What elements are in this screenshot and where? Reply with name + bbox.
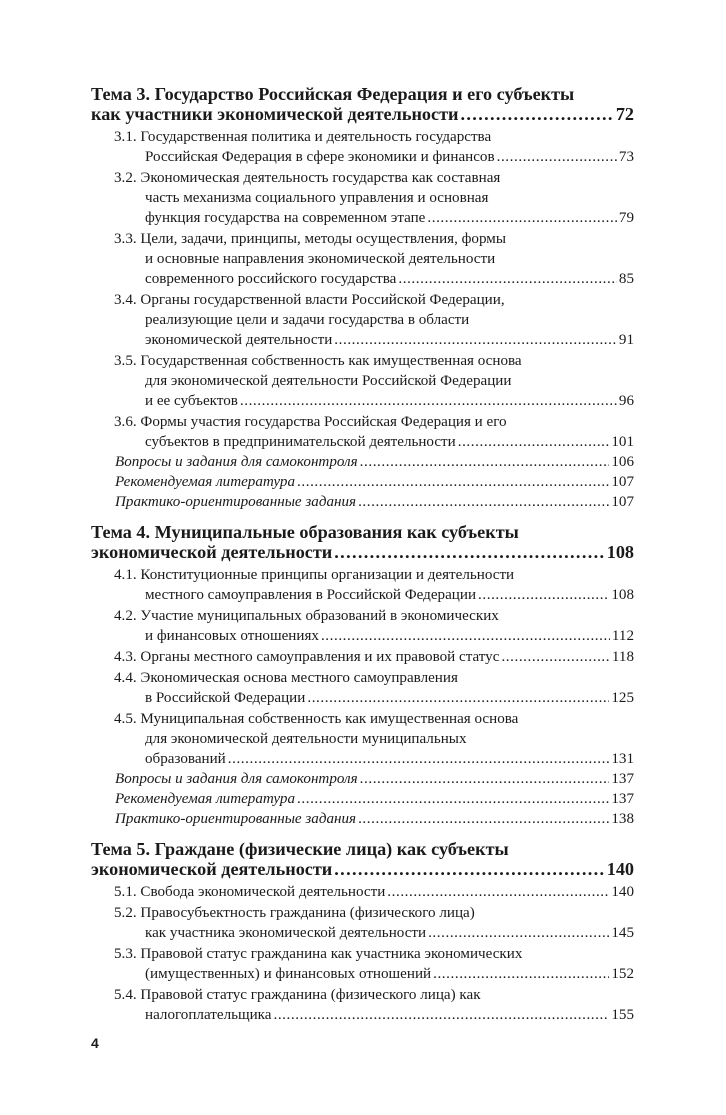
dot-leader <box>297 472 609 492</box>
entry-text-line: 3.1. Государственная политика и деятельность государства <box>114 129 492 145</box>
entry-page-number: 145 <box>611 925 634 941</box>
entry-text: экономической деятельности <box>145 332 333 348</box>
entry-text-line: 4.2. Участие муниципальных образований в экономических <box>114 608 499 624</box>
entry-text-line <box>145 391 634 411</box>
entry-text-line <box>145 208 634 228</box>
dot-leader <box>461 104 614 124</box>
topic-page-number: 140 <box>606 859 634 879</box>
toc-topic-heading[interactable] <box>91 84 634 124</box>
dot-leader <box>321 626 610 646</box>
entry-text-line <box>145 432 634 452</box>
entry-page-number: 107 <box>611 494 634 510</box>
dot-leader <box>428 923 609 943</box>
dot-leader <box>358 809 609 829</box>
topic-page-number: 108 <box>606 542 634 562</box>
entry-text: Вопросы и задания для самоконтроля <box>115 454 358 470</box>
dot-leader <box>334 542 604 562</box>
dot-leader <box>360 452 610 472</box>
toc-supplementary-entry[interactable] <box>91 809 634 829</box>
entry-text: Российская Федерация в сфере экономики и финансов <box>145 149 495 165</box>
entry-text-line <box>115 472 634 492</box>
entry-page-number: 155 <box>611 1007 634 1023</box>
entry-text-line <box>114 647 634 667</box>
toc-section-entry[interactable] <box>91 168 634 228</box>
entry-text-line: 3.5. Государственная собственность как имущественная основа <box>114 353 522 369</box>
dot-leader <box>501 647 609 667</box>
entry-text-line <box>114 882 634 902</box>
toc-section-entry[interactable] <box>91 668 634 708</box>
entry-page-number: 101 <box>611 434 634 450</box>
entry-text-line <box>145 749 634 769</box>
topic-title-line: Тема 3. Государство Российская Федерация и его субъекты <box>91 84 575 104</box>
dot-leader <box>360 769 610 789</box>
entry-text: местного самоуправления в Российской Федерации <box>145 587 477 603</box>
entry-text-line: 4.1. Конституционные принципы организации и деятельности <box>114 567 515 583</box>
entry-text-line <box>145 923 634 943</box>
topic-title-line <box>91 104 634 124</box>
entry-text-line <box>115 452 634 472</box>
entry-text-line <box>145 330 634 350</box>
page-number: 4 <box>91 1035 99 1051</box>
entry-page-number: 96 <box>618 393 634 409</box>
topic-title-line <box>91 542 634 562</box>
entry-text-line <box>115 789 634 809</box>
dot-leader <box>398 269 617 289</box>
entry-text-line: 4.5. Муниципальная собственность как имущественная основа <box>114 711 519 727</box>
entry-text-line: часть механизма социального управления и основная <box>145 190 489 206</box>
entry-page-number: 79 <box>618 210 634 226</box>
dot-leader <box>334 859 604 879</box>
entry-text-line: 3.2. Экономическая деятельность государства как составная <box>114 170 501 186</box>
toc-section-entry[interactable] <box>91 229 634 289</box>
entry-text-line: 3.3. Цели, задачи, принципы, методы осуществления, формы <box>114 231 506 247</box>
toc-section-entry[interactable] <box>91 565 634 605</box>
entry-text: в Российской Федерации <box>145 690 306 706</box>
dot-leader <box>427 208 617 228</box>
dot-leader <box>478 585 609 605</box>
toc-supplementary-entry[interactable] <box>91 452 634 472</box>
entry-text-line <box>145 269 634 289</box>
toc-section-entry[interactable] <box>91 944 634 984</box>
entry-text-line: и основные направления экономической деятельности <box>145 251 496 267</box>
entry-text: (имущественных) и финансовых отношений <box>145 966 432 982</box>
entry-page-number: 140 <box>611 884 634 900</box>
topic-page-number: 72 <box>615 104 634 124</box>
topic-title-line: Тема 4. Муниципальные образования как субъекты <box>91 522 519 542</box>
entry-text-line: 3.4. Органы государственной власти Российской Федерации, <box>114 292 505 308</box>
dot-leader <box>497 147 617 167</box>
dot-leader <box>228 749 610 769</box>
table-of-contents <box>91 84 634 1025</box>
toc-section-entry[interactable] <box>91 903 634 943</box>
entry-text-line: 5.4. Правовой статус гражданина (физического лица) как <box>114 987 481 1003</box>
entry-text: образований <box>145 751 226 767</box>
entry-text-line: 5.3. Правовой статус гражданина как участника экономических <box>114 946 523 962</box>
topic-title-text: экономической деятельности <box>91 542 333 562</box>
entry-text: Вопросы и задания для самоконтроля <box>115 771 358 787</box>
entry-page-number: 125 <box>611 690 634 706</box>
toc-section-entry[interactable] <box>91 709 634 769</box>
entry-text: Практико-ориентированные задания <box>115 494 357 510</box>
entry-text: как участника экономической деятельности <box>145 925 427 941</box>
toc-section-entry[interactable] <box>91 290 634 350</box>
entry-page-number: 107 <box>611 474 634 490</box>
toc-section-entry[interactable] <box>91 882 634 902</box>
entry-text: 5.1. Свобода экономической деятельности <box>114 884 386 900</box>
dot-leader <box>297 789 609 809</box>
dot-leader <box>458 432 610 452</box>
entry-text-line <box>145 1005 634 1025</box>
toc-section-entry[interactable] <box>91 351 634 411</box>
toc-section-entry[interactable] <box>91 985 634 1025</box>
entry-text-line <box>145 964 634 984</box>
entry-page-number: 138 <box>611 811 634 827</box>
entry-page-number: 131 <box>611 751 634 767</box>
toc-supplementary-entry[interactable] <box>91 769 634 789</box>
toc-supplementary-entry[interactable] <box>91 492 634 512</box>
entry-page-number: 112 <box>611 628 634 644</box>
dot-leader <box>334 330 617 350</box>
topic-title-line <box>91 859 634 879</box>
toc-section-entry[interactable] <box>91 606 634 646</box>
entry-page-number: 137 <box>611 771 634 787</box>
entry-text-line <box>115 809 634 829</box>
topic-title-text: экономической деятельности <box>91 859 333 879</box>
entry-text: функция государства на современном этапе <box>145 210 426 226</box>
entry-text-line <box>145 626 634 646</box>
entry-text-line: 3.6. Формы участия государства Российская Федерация и его <box>114 414 507 430</box>
toc-section-entry[interactable] <box>91 647 634 667</box>
entry-text-line: реализующие цели и задачи государства в области <box>145 312 470 328</box>
toc-topic-heading[interactable] <box>91 522 634 562</box>
entry-text: и ее субъектов <box>145 393 238 409</box>
entry-page-number: 91 <box>618 332 634 348</box>
dot-leader <box>387 882 609 902</box>
toc-topic-heading[interactable] <box>91 839 634 879</box>
entry-text-line: 5.2. Правосубъектность гражданина (физического лица) <box>114 905 475 921</box>
entry-text: Рекомендуемая литература <box>115 474 296 490</box>
entry-text: современного российского государства <box>145 271 397 287</box>
entry-page-number: 85 <box>618 271 634 287</box>
entry-text: и финансовых отношениях <box>145 628 319 644</box>
entry-page-number: 118 <box>611 649 634 665</box>
entry-text: 4.3. Органы местного самоуправления и их правовой статус <box>114 649 500 665</box>
topic-title-line: Тема 5. Граждане (физические лица) как субъекты <box>91 839 509 859</box>
entry-text-line: для экономической деятельности муниципальных <box>145 731 467 747</box>
entry-text: Рекомендуемая литература <box>115 791 296 807</box>
entry-text-line <box>115 769 634 789</box>
entry-page-number: 152 <box>611 966 634 982</box>
entry-text-line: для экономической деятельности Российской Федерации <box>145 373 512 389</box>
toc-section-entry[interactable] <box>91 127 634 167</box>
dot-leader <box>433 964 609 984</box>
entry-text-line: 4.4. Экономическая основа местного самоуправления <box>114 670 458 686</box>
entry-text: Практико-ориентированные задания <box>115 811 357 827</box>
entry-text: налогоплательщика <box>145 1007 272 1023</box>
dot-leader <box>358 492 609 512</box>
toc-supplementary-entry[interactable] <box>91 789 634 809</box>
entry-text-line <box>145 585 634 605</box>
entry-page-number: 106 <box>611 454 634 470</box>
dot-leader <box>307 688 609 708</box>
entry-text-line <box>115 492 634 512</box>
entry-text-line <box>145 688 634 708</box>
topic-title-text: как участники экономической деятельности <box>91 104 459 124</box>
entry-page-number: 137 <box>611 791 634 807</box>
dot-leader <box>273 1005 609 1025</box>
toc-section-entry[interactable] <box>91 412 634 452</box>
entry-text: субъектов в предпринимательской деятельности <box>145 434 456 450</box>
entry-page-number: 73 <box>618 149 634 165</box>
entry-page-number: 108 <box>611 587 634 603</box>
toc-supplementary-entry[interactable] <box>91 472 634 492</box>
entry-text-line <box>145 147 634 167</box>
dot-leader <box>240 391 617 411</box>
